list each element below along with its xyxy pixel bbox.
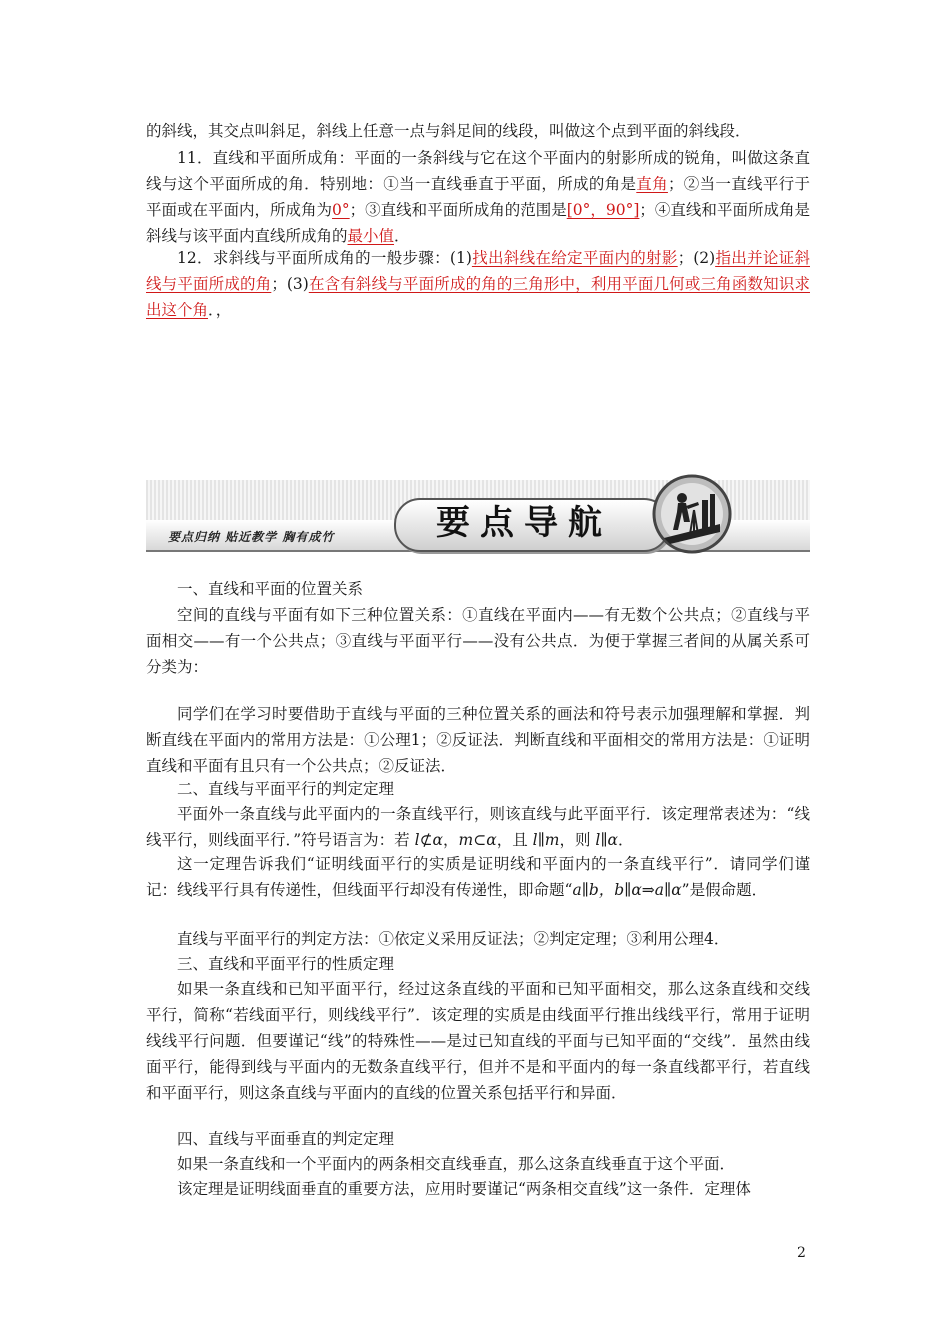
section-banner	[146, 472, 810, 558]
paragraph-text: 如果一条直线和已知平面平行，经过这条直线的平面和已知平面相交，那么这条直线和交线平行，简称“若线面平行，则线线平行”．该定理的实质是由线面平行推出线线平行，常用于证明线线平行问题．但要谨记“线”的特殊性——是过已知直线的平面与已知平面的“交线”．虽然由线面平行，能得到线与平面内的无数条直线平行，但并不是和平面内的每一条直线都平行，若直线和平面平行，则这条直线与平面内的直线的位置关系包括平行和异面．	[146, 980, 810, 1102]
math-l-parallel-m: l∥m	[532, 831, 560, 849]
paragraph-text: 该定理是证明线面垂直的重要方法，应用时要谨记“两条相交直线”这一条件．定理体	[177, 1180, 751, 1198]
item-12-text-a: 12．求斜线与平面所成角的一般步骤：(1)	[177, 249, 472, 267]
math-false-proposition: a∥b，b∥α⇒a∥α	[572, 881, 682, 899]
paragraph-transitivity	[146, 851, 810, 903]
paragraph-oblique-segment	[146, 118, 810, 144]
item-11-text-b: ；②当一直线平行于平面或在平面内，所成角为	[146, 175, 810, 219]
paragraph-text-d: ，则	[559, 831, 596, 849]
paragraph-perpendicular-note	[146, 1176, 810, 1202]
heading-text: 二、直线与平面平行的判定定理	[177, 780, 395, 798]
paragraph-three-relations	[146, 602, 810, 680]
heading-text: 三、直线和平面平行的性质定理	[177, 955, 395, 973]
math-l-not-in-alpha: l⊄α	[414, 831, 444, 849]
paragraph-parallel-criterion	[146, 801, 810, 853]
answer-step-2: 指出并论证斜线与平面所成的角	[146, 249, 810, 293]
paragraph-text-e: ．	[618, 831, 634, 849]
banner-title: 要点导航	[436, 503, 612, 543]
answer-zero-degree: 0°	[332, 201, 350, 219]
item-12-text-b: ；(2)	[677, 249, 716, 267]
heading-text: 一、直线和平面的位置关系	[177, 580, 364, 598]
item-12-text-d: ．，	[208, 301, 232, 319]
surveyor-emblem-icon	[650, 472, 734, 556]
paragraph-item-12	[146, 245, 810, 323]
item-11-text-a: 11．直线和平面所成角：平面的一条斜线与它在这个平面内的射影所成的锐角，叫做这条直线与这个平面所成的角．特别地：①当一直线垂直于平面，所成的角是	[146, 149, 810, 193]
page-number: 2	[797, 1245, 806, 1261]
item-11-text-c: ；③直线和平面所成角的范围是	[349, 201, 567, 219]
paragraph-text-b: ”是假命题．	[681, 881, 768, 899]
paragraph-parallel-property	[146, 976, 810, 1106]
paragraph-text-a: 平面外一条直线与此平面内的一条直线平行，则该直线与此平面平行．该定理常表述为：“线线平行，则线面平行．”符号语言为：若	[146, 805, 810, 849]
answer-step-3: 在含有斜线与平面所成的角的三角形中，利用平面几何或三角函数知识求出这个角	[146, 275, 810, 319]
banner-slogan: 要点归纳 贴近教学 胸有成竹	[168, 530, 335, 544]
answer-minimum-value: 最小值	[347, 227, 395, 245]
heading-parallel-criterion	[146, 776, 810, 802]
heading-perpendicular-criterion	[146, 1126, 810, 1152]
heading-position-relations	[146, 576, 810, 602]
paragraph-text: 如果一条直线和一个平面内的两条相交直线垂直，那么这条直线垂直于这个平面．	[177, 1155, 736, 1173]
answer-angle-range: [0°，90°]	[566, 201, 640, 219]
paragraph-text-b: ，	[443, 831, 459, 849]
heading-text: 四、直线与平面垂直的判定定理	[177, 1130, 395, 1148]
paragraph-item-11	[146, 145, 810, 249]
item-12-text-c: ；(3)	[271, 275, 309, 293]
paragraph-text: 同学们在学习时要借助于直线与平面的三种位置关系的画法和符号表示加强理解和掌握．判断直线在平面内的常用方法是：①公理1；②反证法．判断直线和平面相交的常用方法是：①证明直线和平面有且只有一个公共点；②反证法．	[146, 705, 810, 775]
math-l-parallel-alpha: l∥α	[595, 831, 618, 849]
paragraph-text: 空间的直线与平面有如下三种位置关系：①直线在平面内——有无数个公共点；②直线与平面相交——有一个公共点；③直线与平面平行——没有公共点．为便于掌握三者间的从属关系可分类为：	[146, 606, 810, 676]
paragraph-parallel-methods	[146, 926, 810, 952]
paragraph-text: 的斜线，其交点叫斜足，斜线上任意一点与斜足间的线段，叫做这个点到平面的斜线段．	[146, 122, 751, 140]
paragraph-text-a: 这一定理告诉我们“证明线面平行的实质是证明线和平面内的一条直线平行”．请同学们谨记：线线平行具有传递性，但线面平行却没有传递性，即命题“	[146, 855, 810, 899]
math-m-in-alpha: m⊂α	[458, 831, 497, 849]
item-11-text-d: ；④直线和平面所成角是斜线与该平面内直线所成角的	[146, 201, 810, 245]
answer-step-1: 找出斜线在给定平面内的射影	[471, 249, 678, 267]
paragraph-judgment-methods	[146, 701, 810, 779]
paragraph-text-c: ，且	[496, 831, 533, 849]
heading-parallel-property	[146, 951, 810, 977]
paragraph-perpendicular-criterion	[146, 1151, 810, 1177]
answer-right-angle: 直角	[636, 175, 668, 193]
paragraph-text: 直线与平面平行的判定方法：①依定义采用反证法；②判定定理；③利用公理4．	[177, 930, 730, 948]
item-11-text-e: ．	[394, 227, 410, 245]
